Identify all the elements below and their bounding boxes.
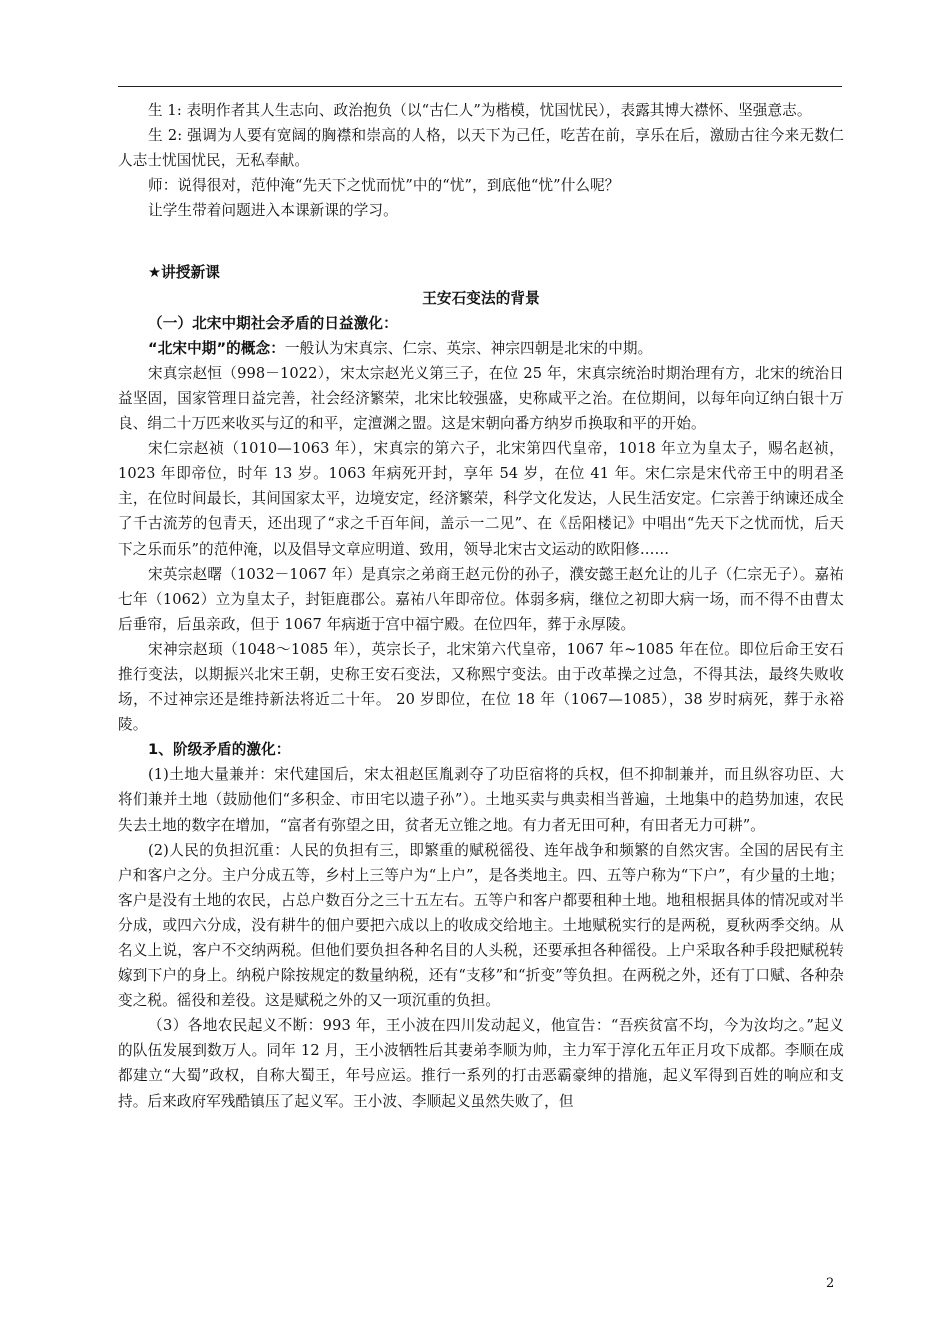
intro-paragraph-1: 生 1: 表明作者其人生志向、政治抱负（以“古仁人”为楷模，忧国忧民），表露其博大襟怀、坚强意志。: [148, 102, 812, 119]
concept-paragraph: [118, 336, 844, 361]
section-heading-1: （一）北宋中期社会矛盾的日益激化：: [148, 314, 398, 332]
lesson-heading: ★讲授新课: [148, 264, 220, 282]
section-gap: [118, 223, 844, 260]
uprisings-paragraph: （3）各地农民起义不断：993 年，王小波在四川发动起义，他宣告：“吾疾贫富不均，今为汝均之。”起义的队伍发展到数万人。同年 12 月，王小波牺牲后其妻弟李顺为帅，主力军于淳化五年正月攻下成都。李顺在成都建立“大蜀”政权，自称大蜀王，年号应运。推行一系列的打击恶霸豪绅的措施，起义军得到百姓的响应和支持。后来政府军残酷镇压了起义军。王小波、李顺起义虽然失败了，但: [118, 1017, 844, 1110]
intro-paragraph-2: 生 2: 强调为人要有宽阔的胸襟和崇高的人格，以天下为己任，吃苦在前，享乐在后，激励古往今来无数仁人志士忧国忧民，无私奉献。: [118, 127, 844, 170]
zhenzong-paragraph: 宋真宗赵恒（998－1022），宋太宗赵光义第三子，在位 25 年，宋真宗统治时期治理有方，北宋的统治日益坚固，国家管理日益完善，社会经济繁荣，北宋比较强盛，史称咸平之治。在位期间，以每年向辽纳白银十万良、绢二十万匹来收买与辽的和平，定澶渊之盟。这是宋朝向番方纳岁币换取和平的开始。: [118, 364, 844, 433]
intro-paragraph-4: 让学生带着问题进入本课新课的学习。: [148, 202, 398, 220]
lesson-title: 王安石变法的背景: [422, 289, 540, 307]
concept-label: “北宋中期”的概念：: [148, 339, 285, 357]
burden-paragraph: (2)人民的负担沉重：人民的负担有三，即繁重的赋税徭役、连年战争和频繁的自然灾害。全国的居民有主户和客户之分。主户分成五等，乡村上三等户为“上户”，是各类地主。四、五等户称为“下户”，有少量的土地；客户是没有土地的农民，占总户数百分之三十五左右。五等户和客户都要租种土地。地租根据具体的情况或对半分成，或四六分成，没有耕牛的佃户要把六成以上的收成交给地主。土地赋税实行的是两税，夏秋两季交纳。从名义上说，客户不交纳两税。但他们要负担各种名目的人头税，还要承担各种徭役。上户采取各种手段把赋税转嫁到下户的身上。纳税户除按规定的数量纳税，还有“支移”和“折变”等负担。在两税之外，还有丁口赋、各种杂变之税。徭役和差役。这是赋税之外的又一项沉重的负担。: [118, 841, 844, 1010]
header-rule: [118, 86, 842, 87]
renzong-paragraph: 宋仁宗赵祯（1010—1063 年），宋真宗的第六子，北宋第四代皇帝，1018 年立为皇太子，赐名赵祯，1023 年即帝位，时年 13 岁。1063 年病死开封，享年 54 岁，在位 41 年。宋仁宗是宋代帝王中的明君圣主，在位时间最长，其间国家太平，边境安定，经济繁荣，科学文化发达，人民生活安定。仁宗善于纳谏还成全了千古流芳的包青天，还出现了“求之千百年间，盖示一二见”、在《岳阳楼记》中唱出“先天下之忧而忧，后天下之乐而乐”的范仲淹，以及倡导文章应明道、致用，领导北宋古文运动的欧阳修……: [118, 440, 844, 558]
page-number: 2: [826, 1276, 835, 1291]
shenzong-paragraph: 宋神宗赵顼（1048～1085 年），英宗长子，北宋第六代皇帝，1067 年~1085 年在位。即位后命王安石推行变法，以期振兴北宋王朝，史称王安石变法，又称熙宁变法。由于改革操之过急，不得其法，最终失败收场，不过神宗还是维持新法将近二十年。 20 岁即位，在位 18 年（1067—1085），38 岁时病死，葬于永裕陵。: [118, 640, 844, 734]
concept-text: 一般认为宋真宗、仁宗、英宗、神宗四朝是北宋的中期。: [284, 339, 653, 357]
subsection-heading-1: 1、阶级矛盾的激化：: [148, 741, 291, 759]
page-body: [118, 98, 844, 1114]
land-annexation-paragraph: (1)土地大量兼并：宋代建国后，宋太祖赵匡胤剥夺了功臣宿将的兵权，但不抑制兼并，而且纵容功臣、大将们兼并土地（鼓励他们“多积金、市田宅以遗子孙”）。土地买卖与典卖相当普遍，土地集中的趋势加速，农民失去土地的数字在增加，“富者有弥望之田，贫者无立锥之地。有力者无田可种，有田者无力可耕”。: [118, 766, 844, 834]
intro-paragraph-3: 师：说得很对，范仲淹“先天下之忧而忧”中的“忧”，到底他“忧”什么呢？: [148, 177, 620, 195]
yingzong-paragraph: 宋英宗赵曙（1032－1067 年）是真宗之弟商王赵元份的孙子，濮安懿王赵允让的儿子（仁宗无子）。嘉祐七年（1062）立为皇太子，封钜鹿郡公。嘉祐八年即帝位。体弱多病，继位之初即大病一场，而不得不由曹太后垂帘，后虽亲政，但于 1067 年病逝于宫中福宁殿。在位四年，葬于永厚陵。: [118, 565, 844, 633]
